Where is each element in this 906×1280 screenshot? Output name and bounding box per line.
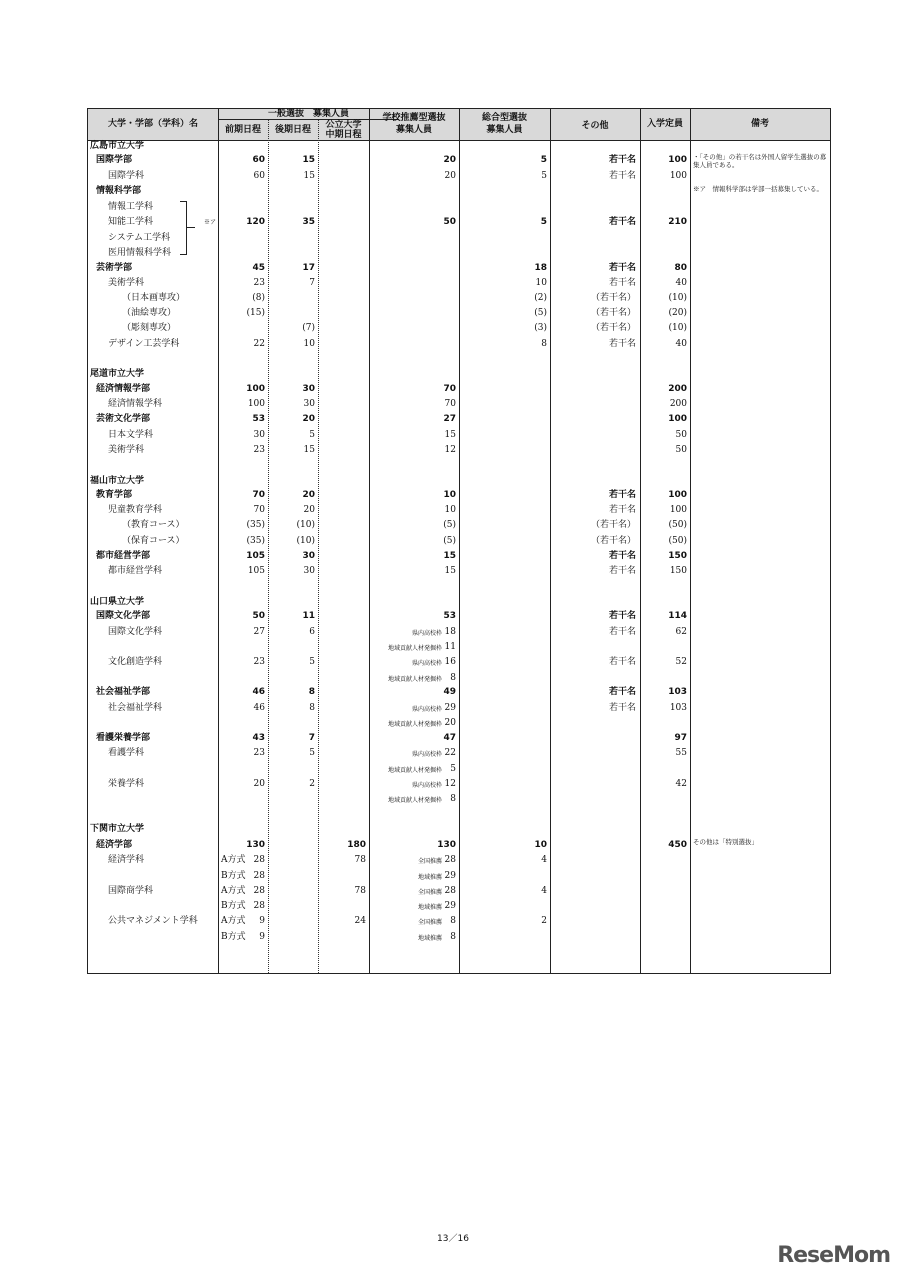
cell-suisen-label: 全国推薦: [417, 919, 442, 926]
cell-koki: 20: [303, 505, 315, 515]
bracket: [180, 201, 187, 255]
cell-koki: 6: [309, 627, 315, 637]
cell-zenki: 60: [253, 171, 265, 181]
cell-koki: 5: [309, 657, 315, 667]
cell-sonota: 若干名: [608, 217, 636, 227]
cell-koki: 20: [302, 414, 315, 424]
cell-suisen: 70: [444, 399, 456, 409]
cell-suisen-label: 県内高校枠: [411, 782, 442, 789]
cell-zenki: 46: [252, 687, 265, 697]
cell-sonota: 若干名: [608, 278, 636, 288]
cell-koki: 5: [309, 430, 315, 440]
cell-sogo: 5: [540, 155, 547, 165]
cell-teiin: 103: [668, 687, 687, 697]
row-name: 日本文学科: [108, 430, 154, 440]
cell-suisen: 15: [444, 566, 456, 576]
header-ao-1: 総合型選抜: [481, 113, 527, 123]
row-name: 文化創造学科: [108, 657, 163, 667]
cell-zenki: 70: [253, 505, 265, 515]
row-name: 社会福祉学部: [96, 687, 151, 697]
row-name: デザイン工芸学科: [108, 339, 180, 349]
cell-teiin: 200: [669, 399, 687, 409]
cell-teiin: (10): [668, 293, 687, 303]
cell-koki: 15: [303, 445, 315, 455]
cell-zenki: 105: [246, 551, 265, 561]
cell-suisen-label: 地域貢献人材発掘枠: [387, 676, 442, 683]
cell-zenki: (15): [246, 308, 265, 318]
cell-suisen: 22: [444, 748, 456, 758]
cell-suisen-label: 全国推薦: [417, 889, 442, 896]
cell-sonota: 若干名: [608, 611, 636, 621]
cell-suisen-label: 地域推薦: [417, 935, 442, 942]
note-hiroshima-2: ※ア 情報科学部は学部一括募集している。: [693, 185, 823, 193]
cell-suisen: 27: [443, 414, 456, 424]
cell-suisen: 28: [444, 886, 456, 896]
cell-koki: (7): [302, 323, 315, 333]
cell-zenki-label: A方式: [221, 886, 246, 896]
cell-koki: 15: [302, 155, 315, 165]
cell-suisen: 18: [444, 627, 456, 637]
cell-koki: 17: [302, 263, 315, 273]
header-school-2: 募集人員: [395, 125, 432, 135]
row-name: （彫刻専攻）: [122, 323, 177, 333]
cell-suisen: 49: [443, 687, 456, 697]
cell-zenki: 9: [259, 932, 265, 942]
cell-zenki: 60: [252, 155, 265, 165]
cell-teiin: 103: [669, 703, 687, 713]
cell-koki: 11: [302, 611, 315, 621]
cell-zenki: 23: [253, 278, 265, 288]
cell-zenki: 43: [252, 733, 265, 743]
cell-suisen: 29: [444, 871, 456, 881]
cell-koki: 8: [309, 703, 315, 713]
cell-teiin: 100: [668, 490, 687, 500]
row-name: 情報科学部: [96, 186, 142, 196]
cell-zenki: 120: [246, 217, 265, 227]
header-general: 一般選抜 募集人員: [267, 109, 349, 119]
row-name: （日本画専攻）: [122, 293, 186, 303]
cell-zenki-label: A方式: [221, 855, 246, 865]
cell-zenki: 105: [247, 566, 265, 576]
cell-koki: 15: [303, 171, 315, 181]
cell-zenki: 23: [253, 657, 265, 667]
cell-teiin: 40: [675, 339, 687, 349]
cell-zenki: 28: [253, 855, 265, 865]
cell-koki: 30: [302, 551, 315, 561]
cell-zenki: 53: [252, 414, 265, 424]
cell-suisen: (5): [443, 536, 456, 546]
cell-zenki-label: A方式: [221, 916, 246, 926]
cell-sonota: 若干名: [608, 339, 636, 349]
cell-teiin: 210: [668, 217, 687, 227]
cell-suisen: 8: [450, 916, 456, 926]
cell-zenki: 50: [252, 611, 265, 621]
cell-suisen: 5: [450, 764, 456, 774]
cell-teiin: 50: [675, 445, 687, 455]
row-name: システム工学科: [108, 233, 171, 243]
cell-teiin: 55: [675, 748, 687, 758]
cell-teiin: 80: [674, 263, 687, 273]
row-name: 都市経営学科: [108, 566, 163, 576]
cell-suisen: 70: [443, 384, 456, 394]
cell-teiin: 100: [668, 414, 687, 424]
row-name: 教育学部: [96, 490, 133, 500]
row-name: 医用情報科学科: [108, 248, 172, 258]
cell-koki: 30: [303, 399, 315, 409]
header-capacity: 入学定員: [646, 119, 683, 129]
cell-suisen: 8: [450, 794, 456, 804]
cell-teiin: 62: [675, 627, 687, 637]
row-name: 経済学科: [108, 855, 145, 865]
cell-teiin: 150: [669, 566, 687, 576]
cell-koki: 8: [308, 687, 315, 697]
cell-teiin: 100: [668, 155, 687, 165]
cell-chuki: 24: [354, 916, 366, 926]
cell-sogo: 8: [541, 339, 547, 349]
cell-zenki: 28: [253, 901, 265, 911]
cell-koki: (10): [296, 536, 315, 546]
cell-zenki: 28: [253, 886, 265, 896]
cell-sonota: 若干名: [608, 490, 636, 500]
row-name: （教育コース）: [122, 520, 185, 530]
cell-teiin: 100: [669, 171, 687, 181]
cell-chuki: 78: [354, 855, 366, 865]
row-name: 情報工学科: [108, 202, 154, 212]
row-name: 看護学科: [108, 748, 145, 758]
cell-sonota: 若干名: [608, 703, 636, 713]
cell-zenki: 22: [253, 339, 265, 349]
header-school-1: 学校推薦型選抜: [382, 113, 446, 123]
row-name: 栄養学科: [108, 779, 145, 789]
cell-teiin: 97: [674, 733, 687, 743]
cell-teiin: (50): [668, 520, 687, 530]
cell-sonota: （若干名）: [590, 520, 636, 530]
row-name: 国際学科: [108, 171, 145, 181]
row-name: 下関市立大学: [90, 824, 145, 834]
row-name: （油絵専攻）: [122, 308, 177, 318]
cell-zenki: 46: [253, 703, 265, 713]
cell-sogo: (2): [534, 293, 547, 303]
row-name: 看護栄養学部: [96, 733, 151, 743]
row-name: 福山市立大学: [90, 476, 145, 486]
header-middle-2: 中期日程: [325, 130, 362, 140]
cell-chuki: 180: [347, 840, 366, 850]
cell-zenki-label: B方式: [221, 932, 246, 942]
cell-zenki-label: B方式: [221, 901, 246, 911]
cell-teiin: (10): [668, 323, 687, 333]
cell-sogo: 10: [534, 840, 547, 850]
page-number: 13／16: [437, 1234, 469, 1244]
cell-zenki: (35): [246, 520, 265, 530]
cell-suisen: 53: [443, 611, 456, 621]
cell-suisen-label: 県内高校枠: [411, 630, 442, 637]
row-name: 児童教育学科: [108, 505, 163, 515]
row-name: 美術学科: [108, 278, 145, 288]
cell-suisen: 29: [444, 703, 456, 713]
note-shimonoseki: その他は「特別選抜」: [693, 838, 758, 846]
cell-suisen: 15: [443, 551, 456, 561]
cell-suisen-label: 地域貢献人材発掘枠: [387, 721, 442, 728]
cell-suisen: 15: [444, 430, 456, 440]
cell-chuki: 78: [354, 886, 366, 896]
cell-koki: 2: [309, 779, 315, 789]
row-name: 公共マネジメント学科: [108, 916, 198, 926]
row-name: 経済情報学科: [108, 399, 163, 409]
bracket-tick: [187, 227, 195, 228]
cell-suisen-label: 地域推薦: [417, 904, 442, 911]
row-name: 芸術学部: [96, 263, 133, 273]
cell-sonota: 若干名: [608, 505, 636, 515]
header-first: 前期日程: [224, 125, 261, 135]
cell-zenki: 100: [246, 384, 265, 394]
col-divider: [690, 109, 691, 973]
cell-zenki: 45: [252, 263, 265, 273]
cell-suisen: 12: [444, 445, 456, 455]
cell-zenki: 130: [246, 840, 265, 850]
cell-suisen-label: 県内高校枠: [411, 751, 442, 758]
cell-suisen-label: 全国推薦: [417, 858, 442, 865]
header-name: 大学・学部（学科）名: [107, 119, 198, 129]
cell-teiin: 100: [669, 505, 687, 515]
cell-teiin: 200: [668, 384, 687, 394]
cell-teiin: 42: [675, 779, 687, 789]
header-ao-2: 募集人員: [486, 125, 523, 135]
cell-sonota: 若干名: [608, 566, 636, 576]
cell-sogo: 5: [541, 171, 547, 181]
cell-sonota: 若干名: [608, 687, 636, 697]
cell-sonota: 若干名: [608, 551, 636, 561]
cell-teiin: (20): [668, 308, 687, 318]
cell-suisen: 50: [443, 217, 456, 227]
cell-sonota: （若干名）: [590, 536, 636, 546]
note-hiroshima-1: ・「その他」の若干名は外国人留学生選抜の募集人員である。: [693, 153, 827, 169]
cell-suisen-label: 地域貢献人材発掘枠: [387, 797, 442, 804]
cell-teiin: 114: [668, 611, 687, 621]
cell-zenki: 20: [253, 779, 265, 789]
header-middle-1: 公立大学: [325, 120, 362, 130]
cell-koki: 30: [302, 384, 315, 394]
row-name: 社会福祉学科: [108, 703, 163, 713]
cell-suisen: 10: [444, 505, 456, 515]
cell-suisen: 16: [444, 657, 456, 667]
cell-suisen: 29: [444, 901, 456, 911]
cell-suisen-label: 地域推薦: [417, 874, 442, 881]
row-mark: ※ア: [204, 219, 217, 226]
cell-sogo: 4: [541, 886, 547, 896]
cell-sonota: 若干名: [608, 627, 636, 637]
cell-koki: 35: [302, 217, 315, 227]
cell-teiin: 150: [668, 551, 687, 561]
cell-sogo: (5): [534, 308, 547, 318]
cell-suisen: 12: [444, 779, 456, 789]
cell-suisen: 8: [450, 673, 456, 683]
cell-suisen: 10: [443, 490, 456, 500]
row-name: 広島市立大学: [90, 141, 145, 151]
row-name: 国際文化学部: [96, 611, 151, 621]
row-name: 山口県立大学: [90, 597, 145, 607]
cell-suisen: 8: [450, 932, 456, 942]
header-other: その他: [581, 121, 609, 131]
cell-zenki-label: B方式: [221, 871, 246, 881]
cell-koki: 7: [308, 733, 315, 743]
cell-suisen: (5): [443, 520, 456, 530]
cell-teiin: 50: [675, 430, 687, 440]
cell-zenki: 100: [247, 399, 265, 409]
cell-zenki: 28: [253, 871, 265, 881]
cell-zenki: 27: [253, 627, 265, 637]
cell-sonota: （若干名）: [590, 308, 636, 318]
cell-koki: 30: [303, 566, 315, 576]
cell-suisen: 130: [437, 840, 456, 850]
cell-suisen-label: 県内高校枠: [411, 706, 442, 713]
row-name: 国際文化学科: [108, 627, 163, 637]
cell-sogo: 2: [541, 916, 547, 926]
row-name: 国際商学科: [108, 886, 154, 896]
cell-zenki: 9: [259, 916, 265, 926]
cell-koki: 10: [303, 339, 315, 349]
row-name: 美術学科: [108, 445, 145, 455]
cell-suisen: 11: [444, 642, 456, 652]
cell-suisen: 20: [443, 155, 456, 165]
cell-suisen-label: 県内高校枠: [411, 660, 442, 667]
cell-zenki: 23: [253, 748, 265, 758]
row-name: 芸術文化学部: [96, 414, 151, 424]
header-second: 後期日程: [274, 125, 311, 135]
cell-koki: 5: [309, 748, 315, 758]
cell-suisen: 20: [444, 718, 456, 728]
cell-teiin: 450: [668, 840, 687, 850]
cell-teiin: (50): [668, 536, 687, 546]
cell-zenki: (35): [246, 536, 265, 546]
cell-koki: (10): [296, 520, 315, 530]
cell-koki: 7: [309, 278, 315, 288]
cell-koki: 20: [302, 490, 315, 500]
cell-suisen: 47: [443, 733, 456, 743]
cell-zenki: 23: [253, 445, 265, 455]
brand-logo: ReseMom: [777, 1243, 890, 1268]
cell-sogo: 5: [540, 217, 547, 227]
cell-zenki: (8): [252, 293, 265, 303]
cell-sonota: 若干名: [608, 171, 636, 181]
row-name: 都市経営学部: [96, 551, 151, 561]
cell-suisen-label: 地域貢献人材発掘枠: [387, 645, 442, 652]
cell-suisen-label: 地域貢献人材発掘枠: [387, 767, 442, 774]
admissions-table: [87, 108, 831, 974]
cell-sogo: 4: [541, 855, 547, 865]
cell-sonota: （若干名）: [590, 323, 636, 333]
cell-sonota: （若干名）: [590, 293, 636, 303]
cell-suisen: 20: [444, 171, 456, 181]
row-name: 国際学部: [96, 155, 133, 165]
row-name: 尾道市立大学: [90, 369, 145, 379]
cell-sonota: 若干名: [608, 657, 636, 667]
row-name: 経済情報学部: [96, 384, 151, 394]
cell-teiin: 52: [675, 657, 687, 667]
cell-sonota: 若干名: [608, 263, 636, 273]
row-name: （保育コース）: [122, 536, 185, 546]
cell-teiin: 40: [675, 278, 687, 288]
cell-zenki: 30: [253, 430, 265, 440]
cell-zenki: 70: [252, 490, 265, 500]
cell-sogo: (3): [534, 323, 547, 333]
cell-sogo: 18: [534, 263, 547, 273]
cell-sogo: 10: [535, 278, 547, 288]
header-remarks: 備考: [750, 119, 769, 129]
row-name: 知能工学科: [108, 217, 154, 227]
cell-sonota: 若干名: [608, 155, 636, 165]
row-name: 経済学部: [96, 840, 133, 850]
cell-suisen: 28: [444, 855, 456, 865]
